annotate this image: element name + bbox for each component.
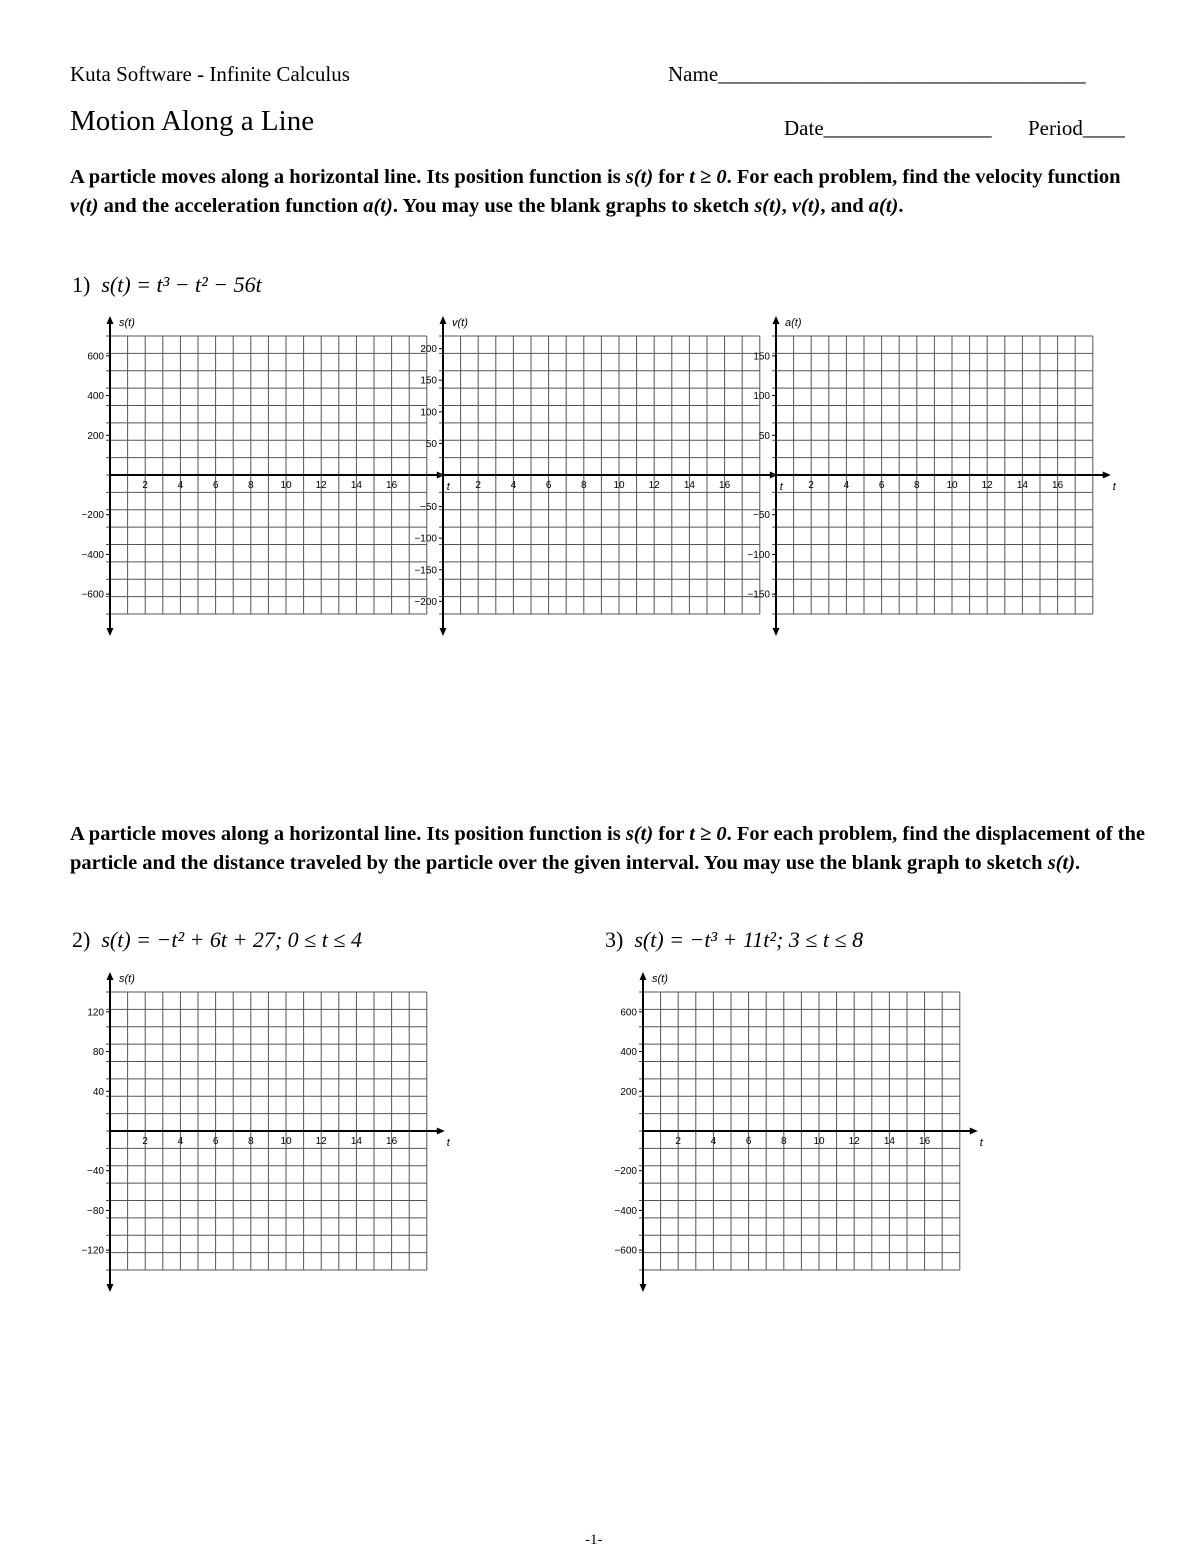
x-tick-label: 8: [248, 1136, 254, 1147]
x-axis-arrow: [1103, 472, 1111, 479]
y-axis-label: a(t): [785, 317, 802, 329]
x-tick-label: 6: [745, 1136, 752, 1147]
y-tick-label: −100: [747, 549, 770, 561]
y-tick-label: −150: [747, 589, 770, 601]
y-tick-label: 600: [620, 1007, 637, 1019]
y-axis-label: s(t): [119, 973, 135, 985]
y-tick-label: −150: [414, 565, 437, 577]
x-tick-label: 4: [510, 480, 517, 491]
x-tick-label: 4: [843, 480, 850, 491]
x-tick-label: 12: [315, 1136, 327, 1147]
x-axis-label: t: [1112, 481, 1116, 493]
name-blank[interactable]: ___________________________________: [718, 62, 1086, 86]
y-axis-label: s(t): [119, 317, 135, 329]
name-label: Name: [668, 62, 719, 86]
y-axis-arrow-down: [107, 628, 114, 636]
y-axis-arrow-up: [107, 972, 114, 980]
y-tick-label: 200: [87, 430, 104, 442]
x-tick-label: 8: [781, 1136, 787, 1147]
y-tick-label: 120: [87, 1007, 104, 1019]
x-tick-label: 2: [142, 1136, 148, 1147]
period-blank[interactable]: ____: [1082, 116, 1125, 140]
y-tick-label: 80: [92, 1047, 104, 1059]
x-tick-label: 12: [848, 1136, 860, 1147]
x-tick-label: 10: [280, 480, 292, 491]
y-tick-label: −200: [81, 510, 104, 522]
x-tick-label: 2: [142, 480, 148, 491]
x-tick-label: 10: [280, 1136, 292, 1147]
x-tick-label: 6: [545, 480, 552, 491]
x-tick-label: 4: [710, 1136, 717, 1147]
date-label: Date: [784, 116, 824, 140]
y-tick-label: 40: [92, 1086, 104, 1098]
period-label: Period: [1028, 116, 1083, 140]
y-tick-label: −200: [414, 596, 437, 608]
date-blank[interactable]: ________________: [823, 116, 992, 140]
x-tick-label: 14: [883, 1136, 895, 1147]
y-tick-label: −200: [614, 1166, 637, 1178]
x-axis-label: t: [446, 1137, 450, 1149]
x-tick-label: 6: [878, 480, 885, 491]
y-tick-label: 200: [420, 344, 437, 356]
x-tick-label: 16: [1052, 480, 1064, 491]
x-tick-label: 12: [648, 480, 660, 491]
y-axis-arrow-down: [107, 1284, 114, 1292]
y-tick-label: −400: [81, 549, 104, 561]
x-tick-label: 8: [581, 480, 587, 491]
x-tick-label: 16: [386, 480, 398, 491]
x-tick-label: 8: [914, 480, 920, 491]
graph-acceleration-1: [736, 312, 1116, 642]
x-tick-label: 16: [719, 480, 731, 491]
x-axis-label: t: [979, 1137, 983, 1149]
y-axis-arrow-down: [773, 628, 780, 636]
x-axis-label: t: [446, 481, 450, 493]
x-axis-arrow: [970, 1128, 978, 1135]
x-tick-label: 16: [919, 1136, 931, 1147]
x-tick-label: 6: [212, 1136, 219, 1147]
x-tick-label: 2: [808, 480, 814, 491]
y-axis-arrow-down: [640, 1284, 647, 1292]
y-tick-label: −120: [81, 1245, 104, 1257]
x-tick-label: 4: [177, 1136, 184, 1147]
y-tick-label: 400: [620, 1047, 637, 1059]
problem-1: 1) s(t) = t³ − t² − 56t: [72, 272, 262, 297]
y-tick-label: 50: [425, 438, 437, 450]
y-tick-label: −400: [614, 1205, 637, 1217]
date-field[interactable]: [784, 116, 992, 141]
x-tick-label: 10: [946, 480, 958, 491]
x-tick-label: 14: [350, 1136, 362, 1147]
graph-position-3: [603, 968, 983, 1298]
y-tick-label: 600: [87, 351, 104, 363]
y-tick-label: −600: [614, 1245, 637, 1257]
x-tick-label: 2: [475, 480, 481, 491]
y-tick-label: −80: [87, 1205, 104, 1217]
y-tick-label: −40: [87, 1166, 104, 1178]
y-tick-label: −50: [753, 510, 770, 522]
x-tick-label: 14: [350, 480, 362, 491]
x-tick-label: 16: [386, 1136, 398, 1147]
y-axis-arrow-up: [107, 316, 114, 324]
x-tick-label: 8: [248, 480, 254, 491]
graph-position-2: [70, 968, 450, 1298]
y-tick-label: 150: [420, 375, 437, 387]
y-tick-label: 100: [420, 407, 437, 419]
x-tick-label: 4: [177, 480, 184, 491]
section2-instructions: A particle moves along a horizontal line. Its position function is s(t) for t ≥ 0. For each problem, find the displacement of the particle and the distance traveled by the particle over the given interval. You may use the blank graph to sketch s(t).: [70, 823, 1145, 874]
y-tick-label: −600: [81, 589, 104, 601]
x-tick-label: 10: [813, 1136, 825, 1147]
y-axis-arrow-up: [440, 316, 447, 324]
period-field[interactable]: [1028, 116, 1125, 141]
y-axis-arrow-up: [640, 972, 647, 980]
x-axis-label: t: [779, 481, 783, 493]
problem-2: 2) s(t) = −t² + 6t + 27; 0 ≤ t ≤ 4: [72, 927, 362, 952]
page-title: Motion Along a Line: [70, 105, 315, 137]
y-axis-label: v(t): [452, 317, 468, 329]
graph-velocity-1: [403, 312, 783, 642]
x-axis-arrow: [437, 1128, 445, 1135]
name-field[interactable]: [668, 62, 1086, 87]
y-axis-arrow-down: [440, 628, 447, 636]
x-tick-label: 10: [613, 480, 625, 491]
x-tick-label: 6: [212, 480, 219, 491]
section1-instructions: A particle moves along a horizontal line. Its position function is s(t) for t ≥ 0. For each problem, find the velocity function v(t) and the acceleration function a(t). You may use the blank graphs to sketch s(t), v(t), and a(t).: [70, 166, 1121, 217]
y-tick-label: 200: [620, 1086, 637, 1098]
x-tick-label: 14: [1016, 480, 1028, 491]
y-tick-label: −100: [414, 533, 437, 545]
x-tick-label: 14: [683, 480, 695, 491]
y-tick-label: 400: [87, 391, 104, 403]
x-tick-label: 12: [315, 480, 327, 491]
y-tick-label: 150: [753, 351, 770, 363]
page-number: -1-: [585, 1532, 603, 1548]
y-tick-label: 50: [758, 430, 770, 442]
y-tick-label: −50: [420, 502, 437, 514]
worksheet-source: Kuta Software - Infinite Calculus: [70, 62, 350, 86]
y-tick-label: 100: [753, 391, 770, 403]
problem-3: 3) s(t) = −t³ + 11t²; 3 ≤ t ≤ 8: [605, 927, 864, 952]
y-axis-label: s(t): [652, 973, 668, 985]
x-tick-label: 2: [675, 1136, 681, 1147]
y-axis-arrow-up: [773, 316, 780, 324]
x-tick-label: 12: [981, 480, 993, 491]
